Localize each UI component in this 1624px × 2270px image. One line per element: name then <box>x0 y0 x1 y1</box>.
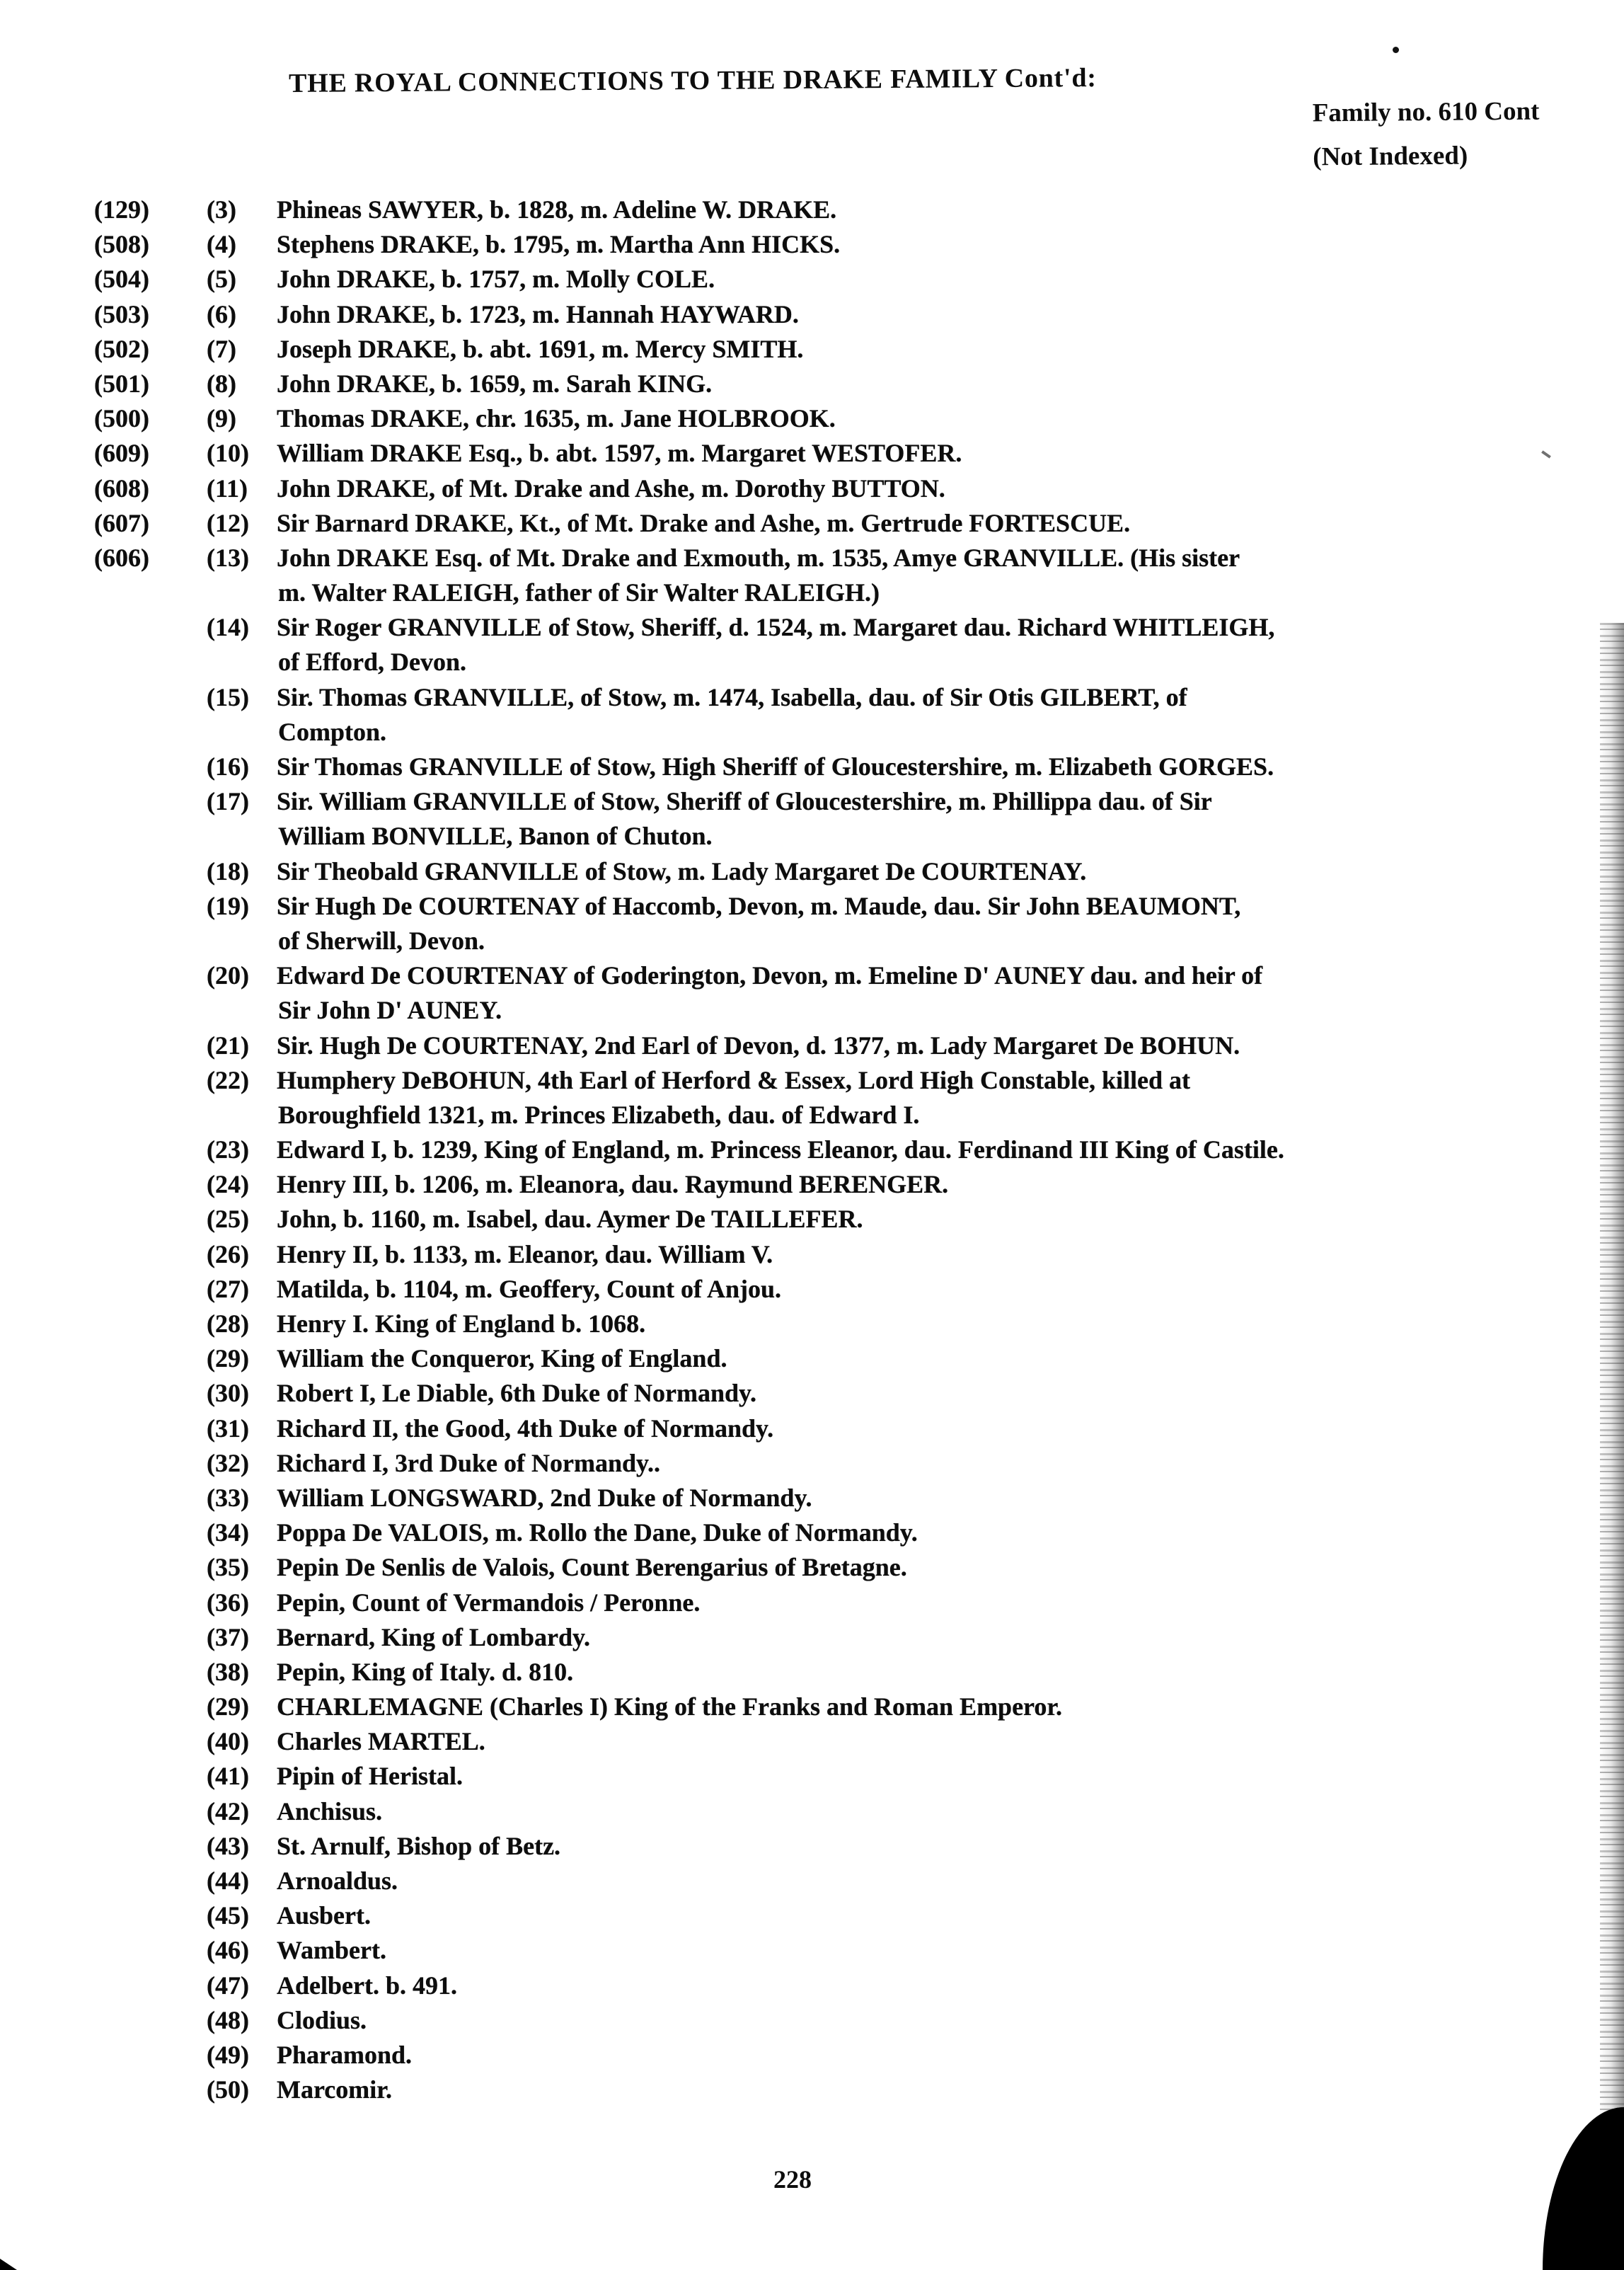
entry-row <box>0 2073 1624 2107</box>
entry-gen: (23) <box>207 1135 249 1164</box>
entry-text: Sir Theobald GRANVILLE of Stow, m. Lady Margaret De COURTENAY. <box>277 856 1087 885</box>
entry-ref: (608) <box>94 474 149 503</box>
entry-text: Sir Roger GRANVILLE of Stow, Sheriff, d. 1524, m. Margaret dau. Richard WHITLEIGH, <box>277 613 1275 642</box>
entry-text: John DRAKE, b. 1723, m. Hannah HAYWARD. <box>277 299 799 328</box>
entry-row <box>0 1411 1624 1446</box>
entry-gen: (48) <box>207 2005 249 2034</box>
entry-gen: (6) <box>207 299 236 328</box>
entry-ref: (501) <box>94 369 149 398</box>
entry-text: Sir. William GRANVILLE of Stow, Sheriff of Gloucestershire, m. Phillippa dau. of Sir <box>277 787 1212 816</box>
entry-gen: (20) <box>207 961 249 990</box>
entry-ref: (129) <box>94 195 149 224</box>
entry-gen: (43) <box>207 1831 249 1860</box>
entry-text: Thomas DRAKE, chr. 1635, m. Jane HOLBROOK. <box>277 404 836 433</box>
page-title: THE ROYAL CONNECTIONS TO THE DRAKE FAMILY Cont'd: <box>288 63 1097 98</box>
entry-row <box>0 889 1624 924</box>
entry-gen: (13) <box>207 543 249 572</box>
entry-continuation-row <box>0 645 1624 680</box>
entry-text: Pharamond. <box>277 2040 413 2069</box>
entry-row <box>0 1446 1624 1481</box>
entry-gen: (27) <box>207 1274 249 1303</box>
entry-row <box>0 227 1624 262</box>
entry-continuation: William BONVILLE, Banon of Chuton. <box>278 822 713 851</box>
entry-gen: (22) <box>207 1065 249 1094</box>
entry-text: Marcomir. <box>277 2075 392 2104</box>
entry-row <box>0 332 1624 367</box>
entry-text: Sir. Thomas GRANVILLE, of Stow, m. 1474, Isabella, dau. of Sir Otis GILBERT, of <box>277 682 1187 711</box>
entry-row <box>0 680 1624 715</box>
entry-gen: (24) <box>207 1170 249 1199</box>
entry-gen: (15) <box>207 682 249 711</box>
entry-row <box>0 1898 1624 1933</box>
entry-ref: (508) <box>94 230 149 259</box>
entry-gen: (29) <box>207 1692 249 1721</box>
entry-gen: (28) <box>207 1309 249 1338</box>
entry-row <box>0 1307 1624 1341</box>
entry-row <box>0 297 1624 332</box>
entry-continuation-row <box>0 715 1624 750</box>
entry-text: Matilda, b. 1104, m. Geoffery, Count of Anjou. <box>277 1274 782 1303</box>
entry-row <box>0 1933 1624 1968</box>
lineage-list <box>0 193 1624 2107</box>
entry-row <box>0 1586 1624 1620</box>
entry-row <box>0 1864 1624 1898</box>
entry-row <box>0 401 1624 436</box>
entry-gen: (31) <box>207 1414 249 1443</box>
page-curl-shadow <box>1543 2107 1624 2270</box>
entry-text: St. Arnulf, Bishop of Betz. <box>277 1831 561 1860</box>
scan-corner-mark <box>0 2259 17 2270</box>
entry-gen: (12) <box>207 508 249 537</box>
entry-gen: (11) <box>207 474 248 503</box>
entry-row <box>0 610 1624 645</box>
entry-continuation-row <box>0 819 1624 854</box>
entry-continuation: Boroughfield 1321, m. Princes Elizabeth, dau. of Edward I. <box>278 1100 920 1129</box>
entry-text: John DRAKE, b. 1659, m. Sarah KING. <box>277 369 713 398</box>
entry-row <box>0 1724 1624 1759</box>
entry-row <box>0 2038 1624 2073</box>
family-number: Family no. 610 Cont <box>1312 96 1540 128</box>
entry-gen: (44) <box>207 1867 249 1895</box>
entry-text: Sir Barnard DRAKE, Kt., of Mt. Drake and Ashe, m. Gertrude FORTESCUE. <box>277 508 1131 537</box>
entry-ref: (502) <box>94 334 149 363</box>
entry-gen: (35) <box>207 1553 249 1582</box>
entry-gen: (9) <box>207 404 236 433</box>
entry-gen: (34) <box>207 1518 249 1547</box>
entry-row <box>0 854 1624 889</box>
entry-text: Clodius. <box>277 2005 367 2034</box>
entry-gen: (19) <box>207 891 249 920</box>
entry-gen: (38) <box>207 1657 249 1686</box>
entry-row <box>0 1968 1624 2003</box>
entry-row <box>0 436 1624 471</box>
entry-gen: (29) <box>207 1344 249 1373</box>
entry-row <box>0 1620 1624 1655</box>
entry-gen: (14) <box>207 613 249 642</box>
entry-continuation-row <box>0 924 1624 958</box>
entry-text: Henry I. King of England b. 1068. <box>277 1309 646 1338</box>
entry-row <box>0 1341 1624 1376</box>
entry-text: Edward De COURTENAY of Goderington, Devon, m. Emeline D' AUNEY dau. and heir of <box>277 961 1263 990</box>
entry-text: Pipin of Heristal. <box>277 1762 463 1791</box>
entry-text: Henry II, b. 1133, m. Eleanor, dau. William V. <box>277 1239 773 1268</box>
entry-text: Humphery DeBOHUN, 4th Earl of Herford & Essex, Lord High Constable, killed at <box>277 1065 1191 1094</box>
entry-text: Adelbert. b. 491. <box>277 1971 457 2000</box>
entry-gen: (37) <box>207 1622 249 1651</box>
entry-text: Anchisus. <box>277 1796 383 1825</box>
entry-text: John DRAKE, of Mt. Drake and Ashe, m. Dorothy BUTTON. <box>277 474 945 503</box>
entry-text: Bernard, King of Lombardy. <box>277 1622 591 1651</box>
entry-row <box>0 1515 1624 1550</box>
entry-gen: (8) <box>207 369 236 398</box>
entry-text: Richard II, the Good, 4th Duke of Normandy. <box>277 1414 774 1443</box>
entry-text: John, b. 1160, m. Isabel, dau. Aymer De TAILLEFER. <box>277 1205 863 1234</box>
entry-text: Phineas SAWYER, b. 1828, m. Adeline W. DRAKE. <box>277 195 837 224</box>
entry-gen: (33) <box>207 1483 249 1512</box>
scan-edge-shadow <box>1600 623 1624 2270</box>
entry-row <box>0 1167 1624 1202</box>
entry-text: Edward I, b. 1239, King of England, m. Princess Eleanor, dau. Ferdinand III King of Castile. <box>277 1135 1284 1164</box>
entry-continuation: m. Walter RALEIGH, father of Sir Walter RALEIGH.) <box>278 578 880 607</box>
entry-continuation-row <box>0 993 1624 1028</box>
entry-text: Pepin, King of Italy. d. 810. <box>277 1657 574 1686</box>
entry-row <box>0 1202 1624 1237</box>
entry-gen: (42) <box>207 1796 249 1825</box>
entry-row <box>0 471 1624 506</box>
entry-row <box>0 1272 1624 1307</box>
entry-gen: (40) <box>207 1727 249 1756</box>
entry-gen: (7) <box>207 334 236 363</box>
entry-gen: (10) <box>207 439 249 468</box>
entry-text: John DRAKE Esq. of Mt. Drake and Exmouth, m. 1535, Amye GRANVILLE. (His sister <box>277 543 1240 572</box>
entry-row <box>0 1550 1624 1585</box>
entry-ref: (609) <box>94 439 149 468</box>
entry-row <box>0 958 1624 993</box>
ink-speck <box>1393 47 1399 53</box>
entry-gen: (5) <box>207 265 236 294</box>
entry-gen: (25) <box>207 1205 249 1234</box>
entry-text: Sir Hugh De COURTENAY of Haccomb, Devon, m. Maude, dau. Sir John BEAUMONT, <box>277 891 1241 920</box>
entry-gen: (30) <box>207 1379 249 1408</box>
entry-gen: (18) <box>207 856 249 885</box>
entry-text: John DRAKE, b. 1757, m. Molly COLE. <box>277 265 715 294</box>
not-indexed-note: (Not Indexed) <box>1313 141 1468 172</box>
entry-gen: (26) <box>207 1239 249 1268</box>
entry-gen: (41) <box>207 1762 249 1791</box>
entry-row <box>0 1376 1624 1411</box>
entry-gen: (4) <box>207 230 236 259</box>
entry-gen: (21) <box>207 1031 249 1060</box>
entry-text: Pepin De Senlis de Valois, Count Berengarius of Bretagne. <box>277 1553 907 1582</box>
entry-continuation: Sir John D' AUNEY. <box>278 996 502 1025</box>
entry-row <box>0 1829 1624 1864</box>
entry-row <box>0 1237 1624 1272</box>
entry-gen: (47) <box>207 1971 249 2000</box>
entry-continuation: of Efford, Devon. <box>278 648 466 677</box>
entry-row <box>0 541 1624 575</box>
entry-row <box>0 367 1624 401</box>
entry-text: Wambert. <box>277 1936 386 1965</box>
entry-gen: (49) <box>207 2040 249 2069</box>
entry-continuation-row <box>0 1098 1624 1133</box>
entry-text: Sir. Hugh De COURTENAY, 2nd Earl of Devon, d. 1377, m. Lady Margaret De BOHUN. <box>277 1031 1240 1060</box>
entry-text: Poppa De VALOIS, m. Rollo the Dane, Duke of Normandy. <box>277 1518 918 1547</box>
entry-gen: (17) <box>207 787 249 816</box>
entry-row <box>0 1063 1624 1098</box>
page-number: 228 <box>773 2165 812 2194</box>
entry-ref: (606) <box>94 543 149 572</box>
entry-text: Henry III, b. 1206, m. Eleanora, dau. Raymund BERENGER. <box>277 1170 949 1199</box>
entry-text: Arnoaldus. <box>277 1867 398 1895</box>
entry-text: Charles MARTEL. <box>277 1727 485 1756</box>
entry-gen: (45) <box>207 1901 249 1930</box>
entry-text: Stephens DRAKE, b. 1795, m. Martha Ann HICKS. <box>277 230 841 259</box>
entry-row <box>0 784 1624 819</box>
entry-gen: (3) <box>207 195 236 224</box>
entry-text: William DRAKE Esq., b. abt. 1597, m. Margaret WESTOFER. <box>277 439 962 468</box>
entry-row <box>0 193 1624 227</box>
family-number-block <box>1312 90 1540 180</box>
entry-continuation-row <box>0 575 1624 610</box>
entry-text: Richard I, 3rd Duke of Normandy.. <box>277 1448 661 1477</box>
entry-row <box>0 2003 1624 2038</box>
entry-text: Pepin, Count of Vermandois / Peronne. <box>277 1588 701 1617</box>
entry-row <box>0 262 1624 297</box>
entry-row <box>0 1481 1624 1515</box>
entry-row <box>0 1133 1624 1167</box>
entry-gen: (16) <box>207 752 249 781</box>
entry-text: Joseph DRAKE, b. abt. 1691, m. Mercy SMITH. <box>277 334 804 363</box>
entry-row <box>0 750 1624 784</box>
entry-row <box>0 1028 1624 1063</box>
entry-continuation: of Sherwill, Devon. <box>278 926 485 955</box>
entry-text: CHARLEMAGNE (Charles I) King of the Franks and Roman Emperor. <box>277 1692 1063 1721</box>
entry-ref: (607) <box>94 508 149 537</box>
entry-text: William LONGSWARD, 2nd Duke of Normandy. <box>277 1483 812 1512</box>
entry-text: Ausbert. <box>277 1901 371 1930</box>
entry-row <box>0 1794 1624 1829</box>
entry-continuation: Compton. <box>278 717 387 746</box>
entry-row <box>0 1690 1624 1724</box>
entry-ref: (503) <box>94 299 149 328</box>
entry-text: Sir Thomas GRANVILLE of Stow, High Sheriff of Gloucestershire, m. Elizabeth GORGES. <box>277 752 1274 781</box>
entry-row <box>0 1759 1624 1794</box>
entry-gen: (36) <box>207 1588 249 1617</box>
entry-gen: (32) <box>207 1448 249 1477</box>
entry-gen: (46) <box>207 1936 249 1965</box>
entry-ref: (500) <box>94 404 149 433</box>
entry-ref: (504) <box>94 265 149 294</box>
entry-gen: (50) <box>207 2075 249 2104</box>
entry-row <box>0 1655 1624 1690</box>
entry-row <box>0 506 1624 541</box>
entry-text: William the Conqueror, King of England. <box>277 1344 727 1373</box>
entry-text: Robert I, Le Diable, 6th Duke of Normandy. <box>277 1379 757 1408</box>
